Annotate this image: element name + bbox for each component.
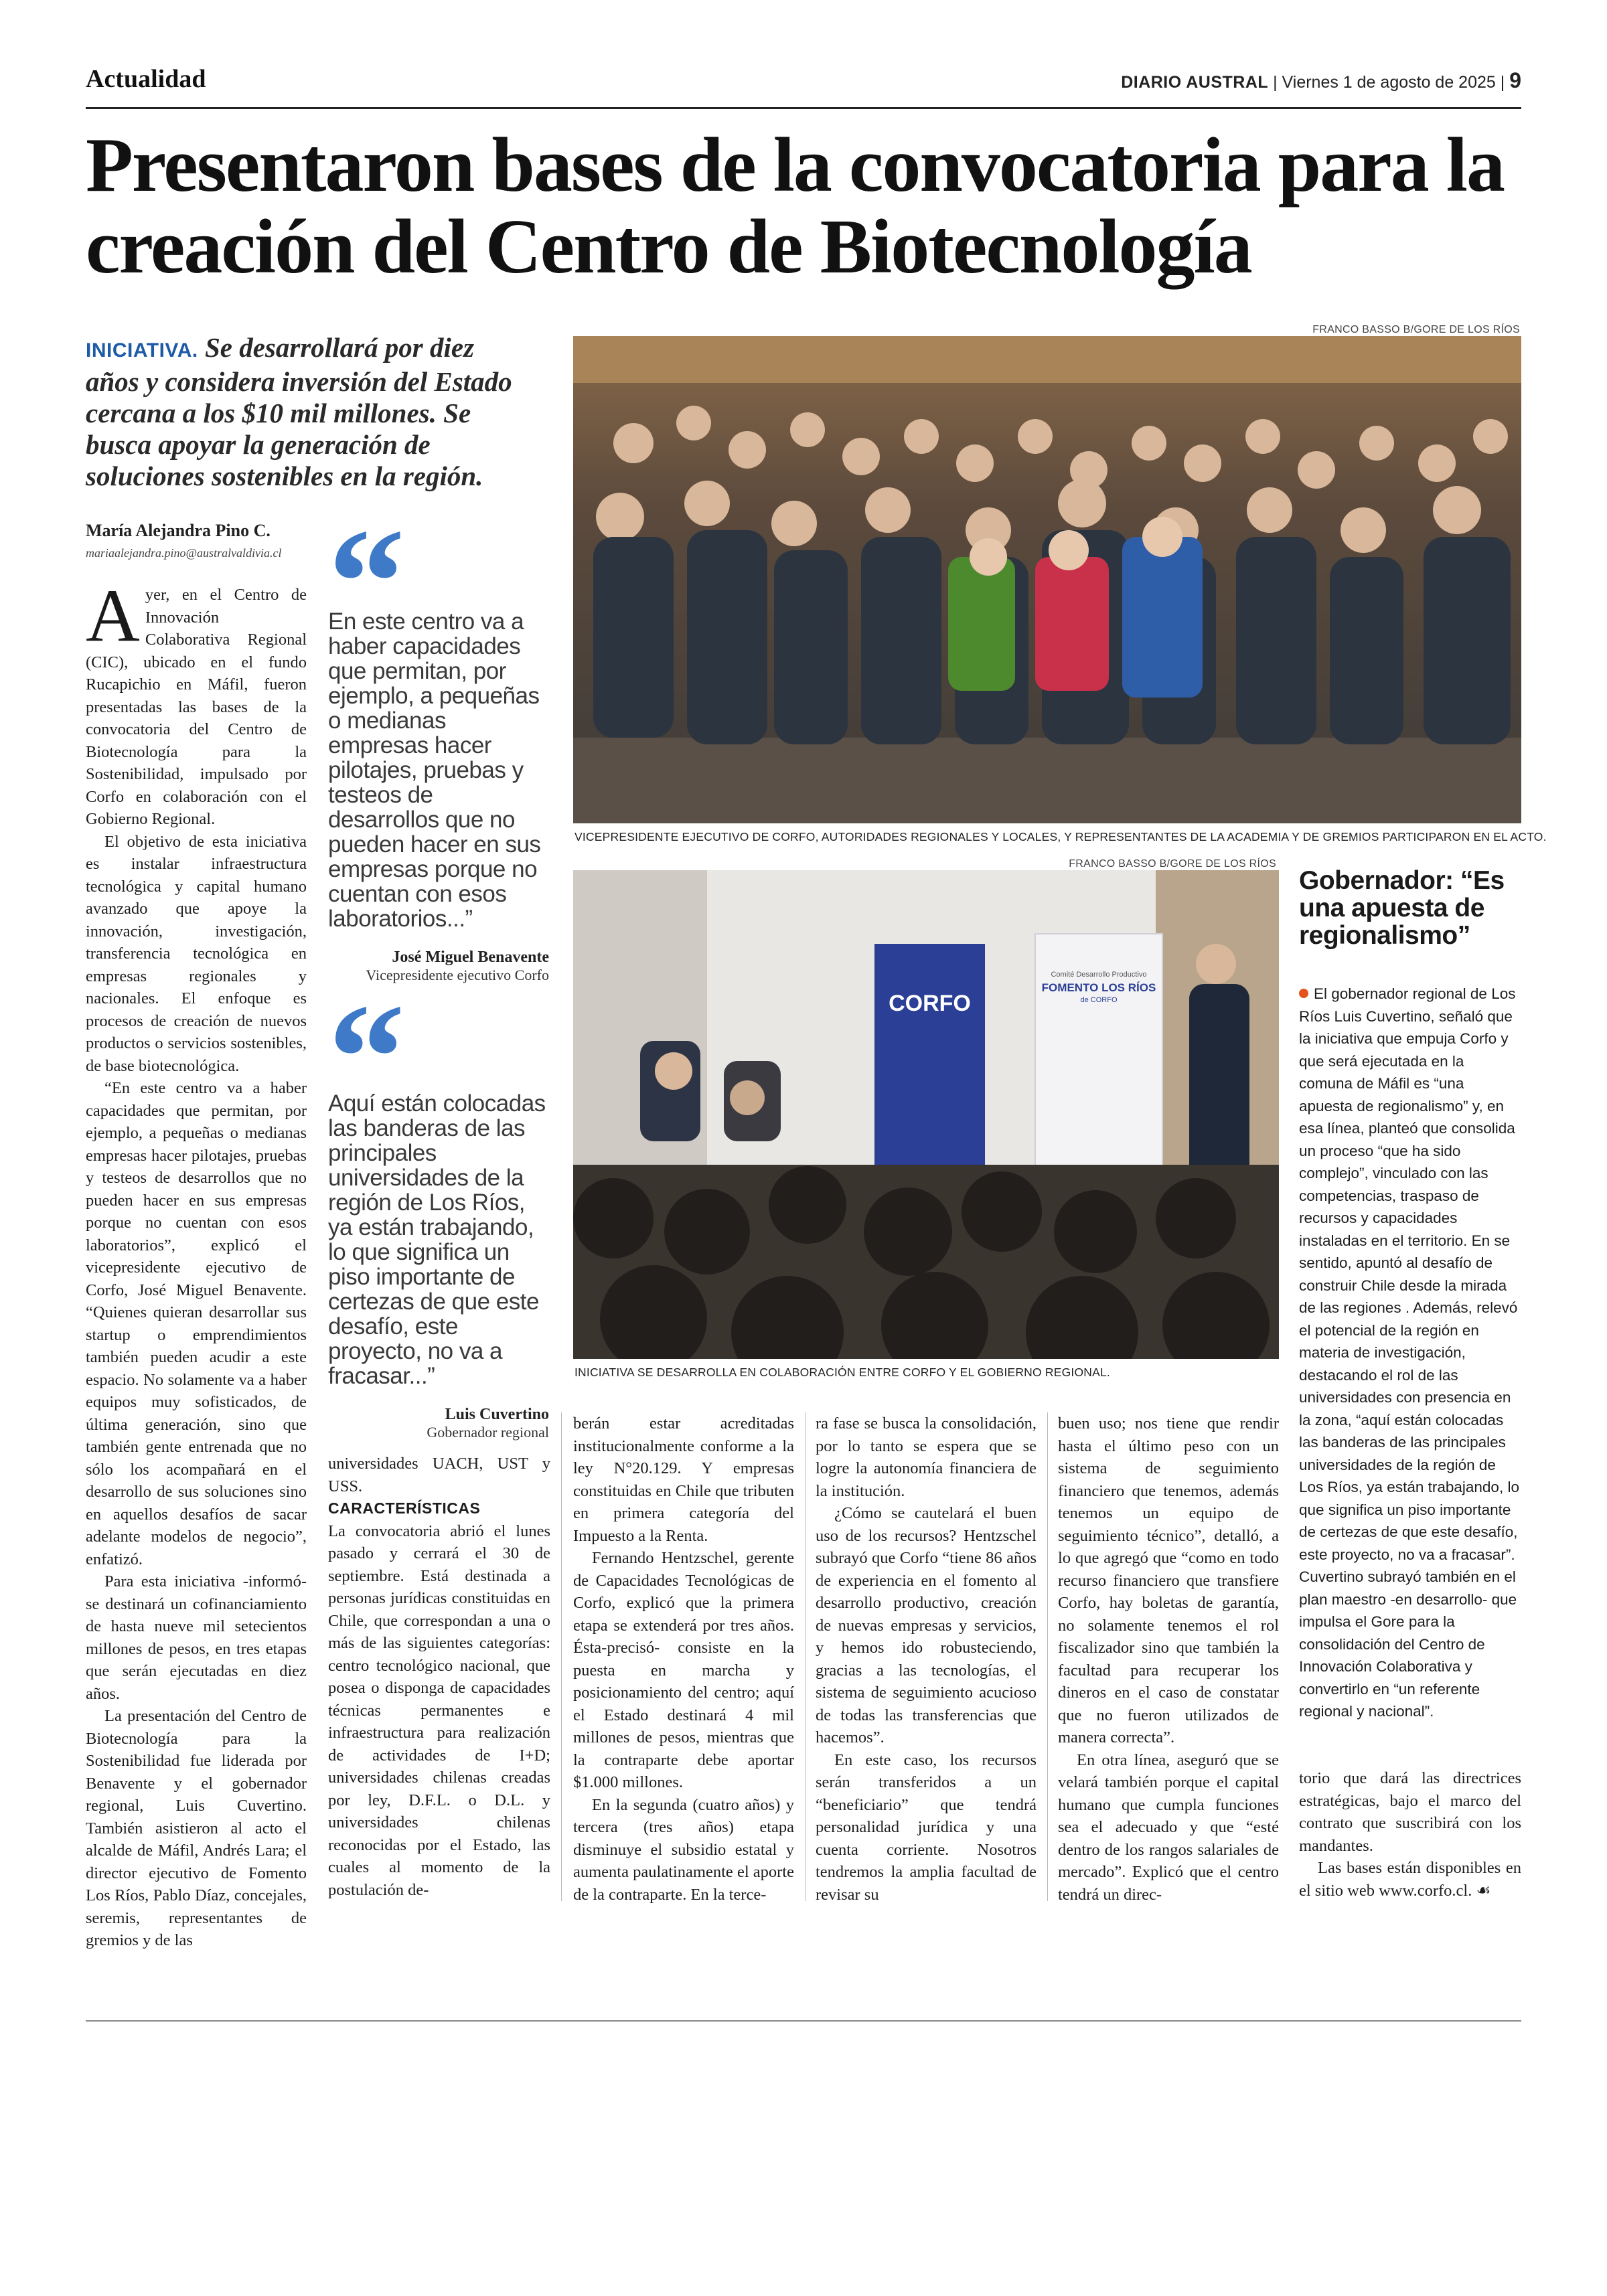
photo-1-credit: FRANCO BASSO B/GORE DE LOS RÍOS bbox=[1312, 324, 1520, 335]
article-column-4 bbox=[816, 1412, 1037, 1906]
col5-p1: buen uso; nos tiene que rendir hasta el último peso con un sistema de seguimiento financiero que tenemos, además tenemos un equipo de seguimiento técnico”, detalló, a lo que agregó que “como en todo recurso financiero que transfiere Corfo, hay boletas de garantía, no solamente tenemos el rol fiscalizador sino que también la facultad para recuperar los dineros en el caso de constatar que no fueron utilizados de manera correcta”. bbox=[1058, 1414, 1279, 1746]
byline-author: María Alejandra Pino C. bbox=[86, 521, 271, 540]
col1-p4: Para esta iniciativa -informó- se destinará un cofinanciamiento de hasta nueve mil setecientos millones de pesos, en tres etapas que serán ejecutadas en diez años. bbox=[86, 1572, 307, 1703]
col1-p2: El objetivo de esta iniciativa es instalar infraestructura tecnológica y capital humano avanzado que apoye la innovación, investigación, transferencia tecnológica en empresas regionales y nacionales. El enfoque es procesos de creación de nuevos productos o servicios sostenibles, de base biotecnológica. bbox=[86, 832, 307, 1075]
column-divider bbox=[805, 1412, 806, 1901]
col1-p1: yer, en el Centro de Innovación Colaborativa Regional (CIC), ubicado en el fundo Rucapichio en Máfil, fueron presentadas las bases de la convocatoria del Centro de Biotecnología para la Sostenibilidad, impulsado por Corfo en colaboración con el Gobierno Regional. bbox=[86, 586, 307, 828]
lead bbox=[86, 332, 528, 492]
quote-mark-icon bbox=[328, 1004, 549, 1084]
quote-mark-icon bbox=[328, 529, 549, 609]
quote-1-name: José Miguel Benavente bbox=[392, 949, 549, 966]
column-divider bbox=[1047, 1412, 1048, 1901]
fomento-banner: FOMENTO LOS RÍOS bbox=[1041, 981, 1156, 994]
dropcap: A bbox=[86, 574, 140, 657]
col6-p1: torio que dará las directrices estratégicas, bajo el marco del contrato que suscribirá con los mandantes. bbox=[1299, 1769, 1521, 1855]
col3-p1: berán estar acreditadas institucionalmente conforme a la ley N°20.129. Y empresas constituidas en Chile que tributen en primera categoría del Impuesto a la Renta. bbox=[573, 1414, 794, 1545]
article-column-3 bbox=[573, 1412, 794, 1906]
footer-rule bbox=[86, 2020, 1521, 2022]
col6-p2: Las bases están disponibles en el sitio web www.corfo.cl. bbox=[1299, 1859, 1521, 1900]
col4-p2: ¿Cómo se cautelará el buen uso de los recursos? Hentzschel subrayó que Corfo “tiene 86 años de experiencia en el fomento al desarrollo productivo, creación de nuevas empresas y servicios, y hemos ido robusteciendo, gracias a las tecnologías, el sistema de seguimiento acucioso de todas las transferencias que hacemos”. bbox=[816, 1504, 1037, 1746]
section-label: Actualidad bbox=[86, 65, 206, 93]
publication-name: DIARIO AUSTRAL bbox=[1121, 73, 1269, 92]
end-mark-icon: ☙ bbox=[1476, 1881, 1491, 1900]
col1-p5: La presentación del Centro de Biotecnología para la Sostenibilidad fue liderada por Benavente y el gobernador regional, Luis Cuvertino. También asistieron al acto el alcalde de Máfil, Andrés Lara; el director ejecutivo de Fomento Los Ríos, Pablo Díaz, concejales, seremis, representantes de gremios y de las bbox=[86, 1707, 307, 1949]
quote-2-text: Aquí están colocadas las banderas de las principales universidades de la región de Los Ríos, ya están trabajando, lo que significa un piso importante de certezas de que este desafío, este proyecto, no va a fracasar...” bbox=[328, 1090, 546, 1389]
issue-date: Viernes 1 de agosto de 2025 bbox=[1282, 73, 1496, 92]
bullet-icon bbox=[1299, 989, 1308, 998]
photo-2-credit: FRANCO BASSO B/GORE DE LOS RÍOS bbox=[1069, 858, 1276, 870]
fomento-banner-sub: de CORFO bbox=[1080, 996, 1118, 1004]
col1-p3: “En este centro va a haber capacidades que permitan, por ejemplo, a pequeñas o medianas empresas hacer pilotajes, pruebas y testeos de desarrollos que no pueden hacer en sus empresas porque no cuentan con esos laboratorios”, explicó el vicepresidente ejecutivo de Corfo, José Miguel Benavente. “Quienes quieran desarrollar sus startup o emprendimientos también pueden acudir a este espacio. No solamente va a haber equipos muy sofisticados, de última generación, sino que también gente entrenada que no sólo los acompañará en el desarrollo de sus soluciones sino en aquellos desafíos de sacar adelante modelos de negocio”, enfatizó. bbox=[86, 1079, 307, 1568]
corfo-banner: CORFO bbox=[889, 991, 971, 1016]
col2-p1: universidades UACH, UST y USS. bbox=[328, 1455, 550, 1495]
quote-2-role: Gobernador regional bbox=[427, 1424, 549, 1441]
header-info: DIARIO AUSTRAL | Viernes 1 de agosto de 2025 | 9 bbox=[1121, 68, 1521, 92]
photo-2-caption: INICIATIVA SE DESARROLLA EN COLABORACIÓN ENTRE CORFO Y EL GOBIERNO REGIONAL. bbox=[575, 1366, 1110, 1379]
sidebar-p1: El gobernador regional de Los Ríos Luis Cuvertino, señaló que la iniciativa que empuja Corfo y que será ejecutada en la comuna de Máfil es “una apuesta de regionalismo” y, en esa línea, planteó que consolida un proceso “que ha sido complejo”, vinculado con las competencias, traspaso de recursos y capacidades instaladas en el territorio. En se sentido, apuntó al desafío de construir Chile desde la mirada de las regiones . Además, relevó el potencial de la región en materia de investigación, destacando el rol de las universidades con presencia en la zona, “aquí están colocadas las banderas de las principales universidades de la región de Los Ríos, ya están trabajando, lo que significa un piso importante de certezas de que este desafío, este proyecto, no va a fracasar”. Cuvertino subrayó también en el plan maestro -en desarrollo- que impulsa el Gore para la consolidación del Centro de Innovación Colaborativa y convertirlo en “un referente regional y nacional”. bbox=[1299, 985, 1519, 1720]
col4-p1: ra fase se busca la consolidación, por lo tanto se espera que se logre la autonomía financiera de la institución. bbox=[816, 1414, 1037, 1500]
subhead-caracteristicas: CARACTERÍSTICAS bbox=[328, 1499, 481, 1517]
byline-email: mariaalejandra.pino@australvaldivia.cl bbox=[86, 546, 282, 560]
group-photo bbox=[573, 336, 1521, 823]
lead-tag: INICIATIVA. bbox=[86, 339, 198, 361]
article-column-6 bbox=[1299, 1767, 1521, 1902]
headline: Presentaron bases de la convocatoria para la creación del Centro de Biotecnología bbox=[86, 122, 1504, 290]
sidebar-text bbox=[1299, 983, 1521, 1723]
photo-1-caption: VICEPRESIDENTE EJECUTIVO DE CORFO, AUTORIDADES REGIONALES Y LOCALES, Y REPRESENTANTES DE LA ACADEMIA Y DE GREMIOS PARTICIPARON EN EL ACTO. bbox=[575, 830, 1547, 843]
article-column-1 bbox=[86, 574, 307, 1952]
lead-text: Se desarrollará por diez años y considera inversión del Estado cercana a los $10 mil millones. Se busca apoyar la generación de soluciones sostenibles en la región. bbox=[86, 332, 512, 491]
fomento-banner-small: Comité Desarrollo Productivo bbox=[1051, 971, 1147, 979]
pull-quote-1 bbox=[328, 529, 549, 984]
header-rule bbox=[86, 107, 1521, 109]
col3-p2: Fernando Hentzschel, gerente de Capacidades Tecnológicas de Corfo, explicó que la primera etapa se extenderá por tres años. Ésta-precisó- consiste en la puesta en marcha y posicionamiento del centro; aquí el Estado destinará 4 mil millones de pesos, mientras que la contraparte debe aportar $1.000 millones. bbox=[573, 1549, 794, 1791]
event-photo bbox=[573, 870, 1279, 1359]
quote-2-name: Luis Cuvertino bbox=[445, 1406, 549, 1423]
col4-p3: En este caso, los recursos serán transferidos a un “beneficiario” que tendrá personalidad jurídica y una cuenta corriente. Nosotros tendremos la amplia facultad de revisar su bbox=[816, 1750, 1037, 1904]
col3-p3: En la segunda (cuatro años) y tercera (tres años) etapa disminuye el subsidio estatal y aumenta paulatinamente el aporte de la contraparte. En la terce- bbox=[573, 1795, 794, 1904]
sidebar-title: Gobernador: “Es una apuesta de regionalismo” bbox=[1299, 866, 1505, 950]
quote-1-text: En este centro va a haber capacidades que permitan, por ejemplo, a pequeñas o medianas empresas hacer pilotajes, pruebas y testeos de desarrollos que no pueden hacer en sus empresas porque no cuentan con esos laboratorios...” bbox=[328, 608, 541, 932]
quote-1-role: Vicepresidente ejecutivo Corfo bbox=[366, 967, 549, 983]
page-number: 9 bbox=[1509, 68, 1521, 92]
col5-p2: En otra línea, aseguró que se velará también porque el capital humano que cumpla funciones sea el adecuado y que “esté dentro de los rangos salariales de mercado”. Explicó que el centro tendrá un direc- bbox=[1058, 1750, 1279, 1904]
column-divider bbox=[561, 1412, 562, 1901]
pull-quote-2 bbox=[328, 1004, 549, 1441]
col2-p2: La convocatoria abrió el lunes pasado y cerrará el 30 de septiembre. Está destinada a personas jurídicas constituidas en Chile, que correspondan a una o más de las siguientes categorías: centro tecnológico nacional, que posea o disponga de capacidades técnicas permanentes e infraestructura para realización de actividades de I+D; universidades chilenas creadas por ley, D.F.L. o D.L. y universidades chilenas reconocidas por el Estado, las cuales al momento de la postulación de- bbox=[328, 1522, 550, 1899]
article-column-5 bbox=[1058, 1412, 1279, 1906]
article-column-2 bbox=[328, 1453, 550, 1901]
